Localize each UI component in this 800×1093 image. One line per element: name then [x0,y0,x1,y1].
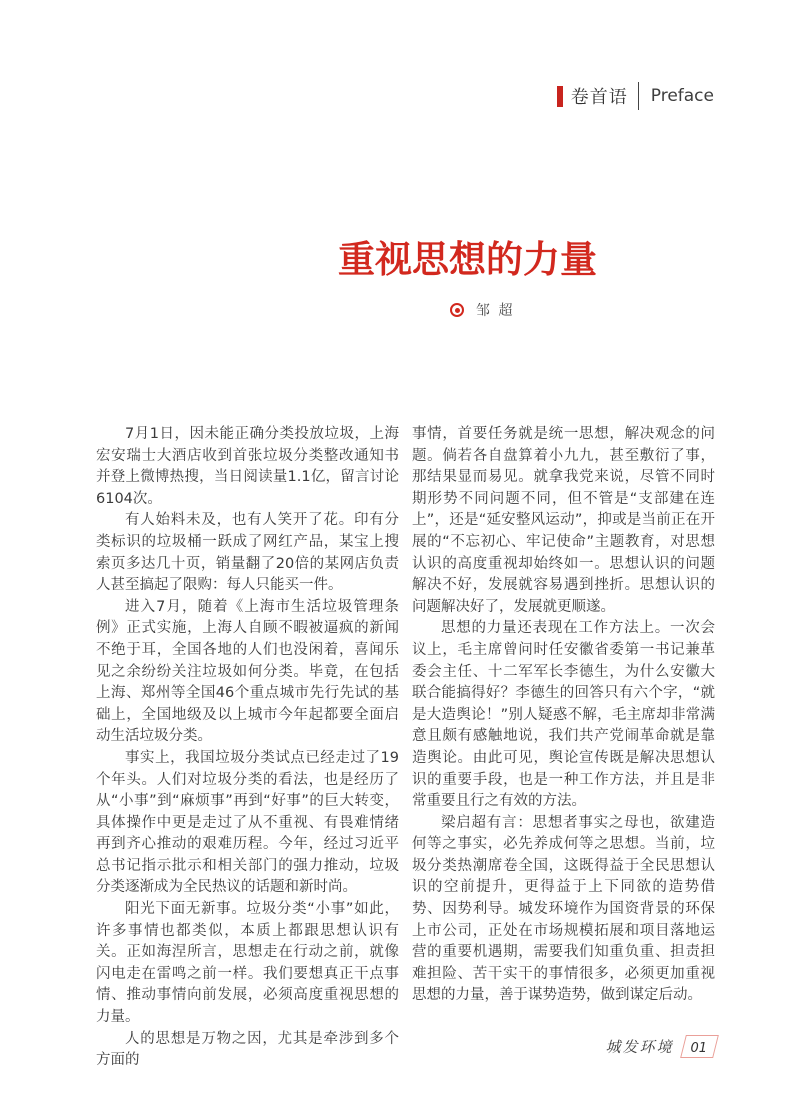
red-accent-bar [557,86,563,107]
magazine-name: 城发环境 [605,1038,674,1056]
paragraph: 进入7月，随着《上海市生活垃圾管理条例》正式实施，上海人自顾不暇被逼疯的新闻不绝于耳，全国各地的人们也没闲着，喜闻乐见之余纷纷关注垃圾如何分类。毕竟，在包括上海、郑州等全国46个重点城市先行先试的基础上，全国地级及以上城市今年起都要全面启动生活垃圾分类。 [96,598,399,745]
article-body [96,424,715,1072]
page-number-box [681,1035,719,1058]
paragraph: 事情，首要任务就是统一思想，解决观念的问题。倘若各自盘算着小九九，甚至敷衍了事，那结果显而易见。就拿我党来说，尽管不同时期形势不同问题不同，但不管是“支部建在连上”，还是“延安整风运动”，抑或是当前正在开展的“不忘初心、牢记使命”主题教育，对思想认识的高度重视却始终如一。思想认识的问题解决不好，发展就容易遇到挫折。思想认识的问题解决好了，发展就更顺遂。 [412,426,715,615]
paragraph: 思想的力量还表现在工作方法上。一次会议上，毛主席曾问时任安徽省委第一书记兼革委会主任、十二军军长李德生，为什么安徽大联合能搞得好？李德生的回答只有六个字，“就是大造舆论！”别人疑惑不解，毛主席却非常满意且颇有感触地说，我们共产党闹革命就是靠造舆论。由此可见，舆论宣传既是解决思想认识的重要手段，也是一种工作方法，并且是非常重要且行之有效的方法。 [412,620,715,810]
section-header [557,82,714,110]
paragraph: 7月1日，因未能正确分类投放垃圾，上海宏安瑞士大酒店收到首张垃圾分类整改通知书并登上微博热搜，当日阅读量1.1亿，留言讨论6104次。 [96,426,399,507]
author-name: 邹 超 [476,303,515,319]
article-title: 重视思想的力量 [338,238,597,281]
paragraph: 人的思想是万物之因，尤其是牵涉到多个方面的 [96,1030,399,1069]
section-title-en: Preface [650,86,714,106]
section-title-cn: 卷首语 [570,87,628,108]
column-right [412,424,715,1072]
byline [450,300,514,320]
paragraph: 梁启超有言：思想者事实之母也，欲建造何等之事实，必先养成何等之思想。当前，垃圾分类热潮席卷全国，这既得益于全民思想认识的空前提升，更得益于上下同欲的造势借势、因势利导。城发环境作为国资背景的环保上市公司，正处在市场规模拓展和项目落地运营的重要机遇期，需要我们知重负重、担责担难担险、苦干实干的事情很多，必须更加重视思想的力量，善于谋势造势，做到谋定后动。 [412,814,715,1004]
column-left [96,424,399,1072]
paragraph: 阳光下面无新事。垃圾分类“小事”如此，许多事情也都类似，本质上都跟思想认识有关。正如海涅所言，思想走在行动之前，就像闪电走在雷鸣之前一样。我们要想真正干点事情、推动事情向前发展，必须高度重视思想的力量。 [96,901,399,1026]
page-number: 01 [690,1041,708,1056]
header-divider [638,82,639,110]
author-bullet-icon [450,303,464,317]
page-footer [605,1035,716,1058]
paragraph: 有人始料未及，也有人笑开了花。印有分类标识的垃圾桶一跃成了网红产品，某宝上搜索页多达几十页，销量翻了20倍的某网店负责人甚至搞起了限购：每人只能买一件。 [96,512,399,594]
paragraph: 事实上，我国垃圾分类试点已经走过了19个年头。人们对垃圾分类的看法，也是经历了从“小事”到“麻烦事”再到“好事”的巨大转变，具体操作中更是走过了从不重视、有畏难情绪再到齐心推动的艰难历程。今年，经过习近平总书记指示批示和相关部门的强力推动，垃圾分类逐渐成为全民热议的话题和新时尚。 [96,749,399,896]
